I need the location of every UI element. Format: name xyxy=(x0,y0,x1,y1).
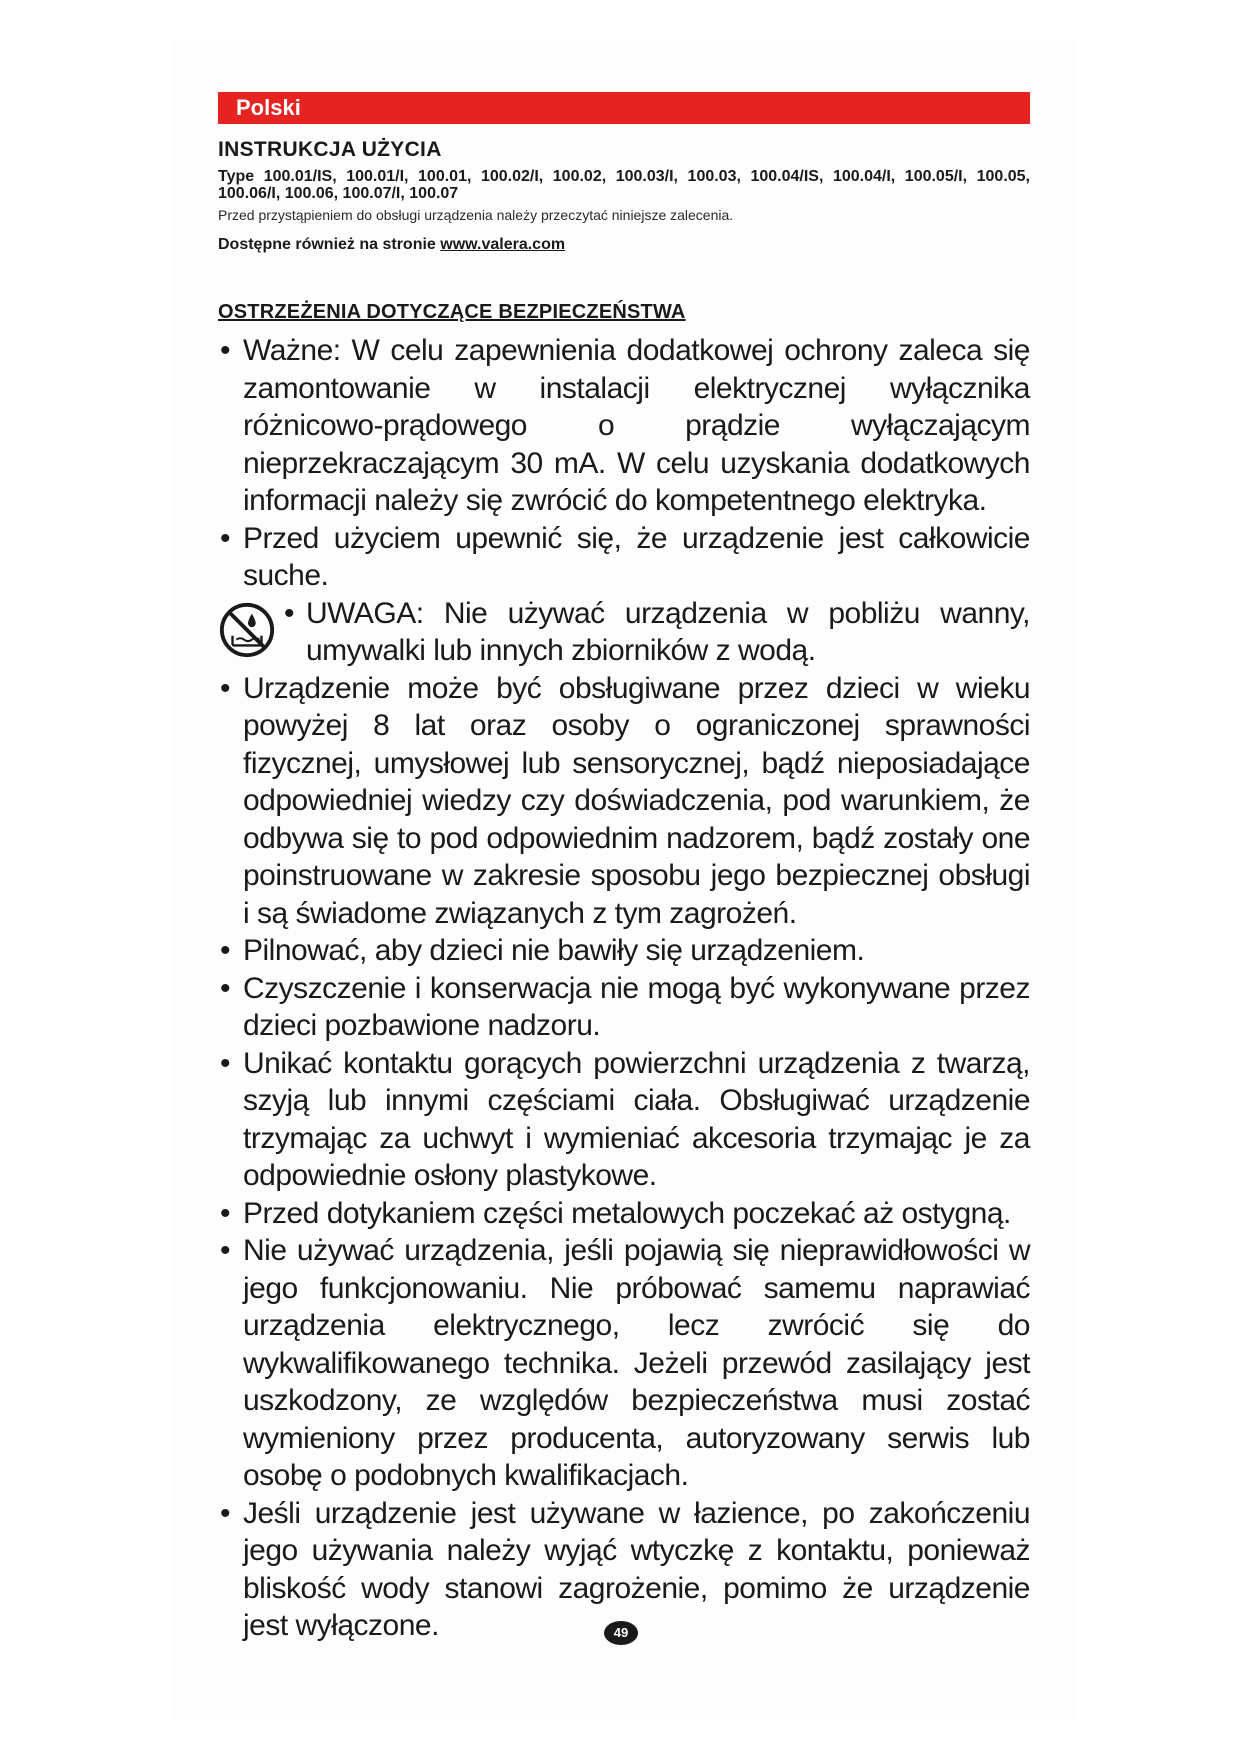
warning-item: • Urządzenie może być obsługiwane przez dzieci w wieku powyżej 8 lat oraz osoby o ograniczonej sprawności fizycznej, umysłowej lub sensorycznej, bądź nieposiadające odpowiedniej wiedzy czy doświadczenia, pod warunkiem, że odbywa się to pod odpowiednim nadzorem, bądź zostały one poinstruowane w zakresie sposobu jego bezpiecznej obsługi i są świadome związanych z tym zagrożeń. xyxy=(218,670,1030,933)
warning-text: UWAGA: Nie używać urządzenia w pobliżu wanny, umywalki lub innych zbiorników z wodą. xyxy=(306,596,1030,667)
warning-item: • Przed dotykaniem części metalowych poczekać aż ostygną. xyxy=(218,1195,1030,1233)
safety-heading: OSTRZEŻENIA DOTYCZĄCE BEZPIECZEŃSTWA xyxy=(218,301,686,323)
warning-item: • Ważne: W celu zapewnienia dodatkowej ochrony zaleca się zamontowanie w instalacji elektrycznej wyłącznika różnicowo-prądowego o prądzie wyłączającym nieprzekraczającym 30 mA. W celu uzyskania dodatkowych informacji należy się zwrócić do kompetentnego elektryka. xyxy=(218,332,1030,520)
online-label: Dostępne również na stronie xyxy=(218,236,441,253)
online-availability xyxy=(218,236,565,254)
warning-item: • Pilnować, aby dzieci nie bawiły się urządzeniem. xyxy=(218,932,1030,970)
model-types: Type 100.01/IS, 100.01/I, 100.01, 100.02/I, 100.02, 100.03/I, 100.03, 100.04/IS, 100.04/I, 100.05/I, 100.05, 100.06/I, 100.06, 100.07/I, 100.07 xyxy=(218,168,1030,202)
page-number: 49 xyxy=(604,1621,638,1645)
warning-item: • Unikać kontaktu gorących powierzchni urządzenia z twarzą, szyją lub innymi częściami ciała. Obsługiwać urządzenie trzymając za uchwyt i wymieniać akcesoria trzymając je za odpowiednie osłony plastykowe. xyxy=(218,1045,1030,1195)
no-water-icon xyxy=(218,601,276,659)
warning-item: • Przed użyciem upewnić się, że urządzenie jest całkowicie suche. xyxy=(218,520,1030,595)
warning-item: • Jeśli urządzenie jest używane w łazience, po zakończeniu jego używania należy wyjąć wtyczkę z kontaktu, ponieważ bliskość wody stanowi zagrożenie, pomimo że urządzenie jest wyłączone. xyxy=(218,1495,1030,1645)
warning-item-with-icon xyxy=(218,595,1030,670)
website-link[interactable]: www.valera.com xyxy=(440,236,566,253)
safety-warnings-list xyxy=(218,332,1030,1645)
document-title: INSTRUKCJA UŻYCIA xyxy=(218,138,442,161)
language-bar: Polski xyxy=(218,92,1030,124)
intro-text: Przed przystąpieniem do obsługi urządzenia należy przeczytać niniejsze zalecenia. xyxy=(218,207,734,223)
warning-item: • Nie używać urządzenia, jeśli pojawią się nieprawidłowości w jego funkcjonowaniu. Nie próbować samemu naprawiać urządzenia elektrycznego, lecz zwrócić się do wykwalifikowanego technika. Jeżeli przewód zasilający jest uszkodzony, ze względów bezpieczeństwa musi zostać wymieniony przez producenta, autoryzowany serwis lub osobę o podobnych kwalifikacjach. xyxy=(218,1232,1030,1495)
warning-item: • Czyszczenie i konserwacja nie mogą być wykonywane przez dzieci pozbawione nadzoru. xyxy=(218,970,1030,1045)
